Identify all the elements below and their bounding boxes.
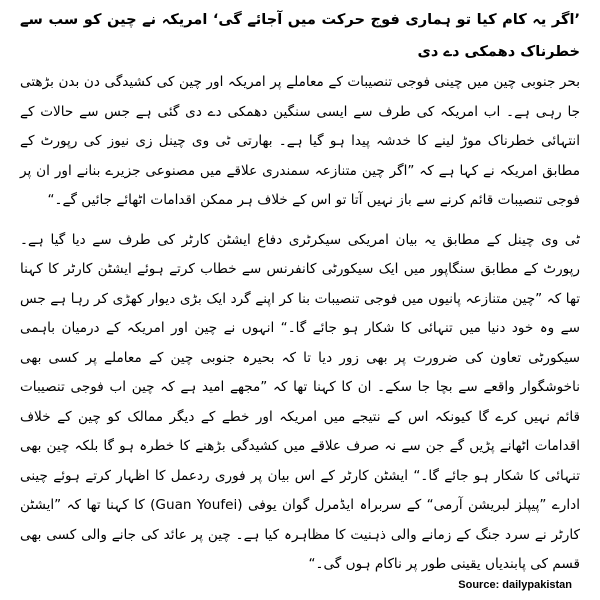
article-paragraph-2: ٹی وی چینل کے مطابق یہ بیان امریکی سیکرٹری دفاع ایشٹن کارٹر کی طرف سے دیا گیا ہے۔ رپورٹ کے مطابق سنگاپور میں ایک سیکورٹی کانفرنس سے خطاب کرتے ہوئے ایشٹن کارٹر کا کہنا تھا کہ ”چین متنازعہ پانیوں میں فوجی تنصیبات بنا کر اپنے گرد ایک بڑی دیوار کھڑی کر رہا ہے جس سے وہ خود دنیا میں تنہائی کا شکار ہو جائے گا۔“ انہوں نے چین اور امریکہ کے درمیان باہمی سیکورٹی تعاون کی ضرورت پر بھی زور دیا تا کہ بحیرہ جنوبی چین کے معاملے پر کسی بھی ناخوشگوار واقعے سے بچا جا سکے۔ ان کا کہنا تھا کہ ”مجھے امید ہے کہ چین اب فوجی تنصیبات قائم نہیں کرے گا کیونکہ اس کے نتیجے میں امریکہ اور خطے کے دیگر ممالک کو چین کے خلاف اقدامات اٹھانے پڑیں گے جن سے نہ صرف علاقے میں کشیدگی بڑھنے کا خطرہ ہو گا بلکہ چین بھی تنہائی کا شکار ہو جائے گا۔“ ایشٹن کارٹر کے اس بیان پر فوری ردعمل کا اظہار کرتے ہوئے چینی ادارے ”پیپلز لبریشن آرمی“ کے سربراہ ایڈمرل گوان یوفی (Guan Youfei) کا کہنا تھا کہ ”ایشٹن کارٹر نے سرد جنگ کے زمانے والی ذہنیت کا مظاہرہ کیا ہے۔ چین پر عائد کی جانے والی کسی بھی قسم کی پابندیاں یقینی طور پر ناکام ہوں گی۔“ (20, 231, 580, 572)
article-headline: ’اگر یہ کام کیا تو ہماری فوج حرکت میں آجائے گی‘ امریکہ نے چین کو سب سے خطرناک دھمکی دے دی (20, 11, 580, 60)
source-credit: Source: dailypakistan (458, 579, 572, 591)
article-paragraph-1: بحر جنوبی چین میں چینی فوجی تنصیبات کے معاملے پر امریکہ اور چین کی کشیدگی دن بدن بڑھتی جا رہی ہے۔ اب امریکہ کی طرف سے ایسی سنگین دھمکی دے دی گئی ہے جس سے حالات کے انتہائی خطرناک موڑ لینے کا خدشہ پیدا ہو گیا ہے۔ بھارتی ٹی وی چینل زی نیوز کی رپورٹ کے مطابق امریکہ نے کہا ہے کہ ”اگر چین متنازعہ سمندری علاقے میں مصنوعی جزیرے بنانے اور ان پر فوجی تنصیبات قائم کرنے سے باز نہیں آتا تو اس کے خلاف ہر ممکن اقدامات اٹھائے جائیں گے۔“ (20, 74, 580, 208)
paragraph-spacer (20, 216, 580, 226)
